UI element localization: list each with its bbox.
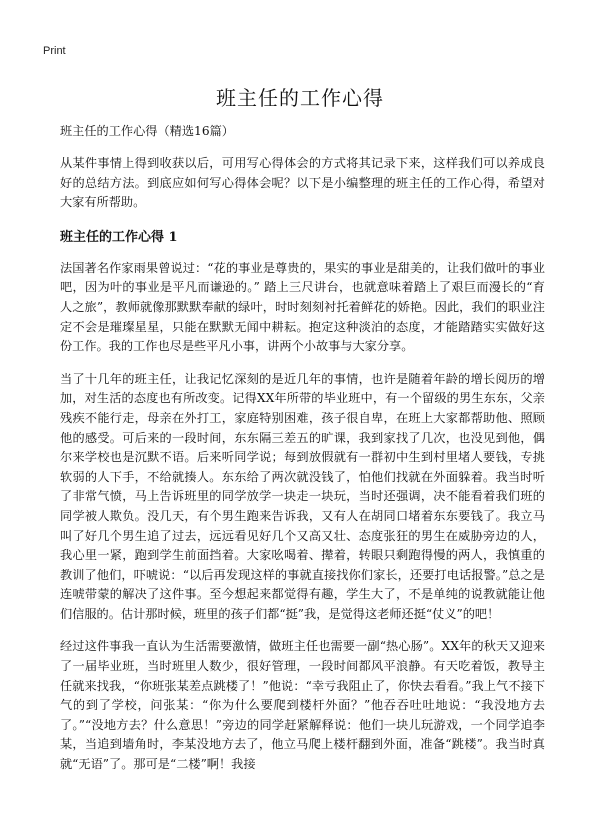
- section-heading: 班主任的工作心得 1: [60, 229, 178, 245]
- body-paragraph: 当了十几年的班主任，让我记忆深刻的是近几年的事情，也许是随着年龄的增长阅历的增加，对生活的态度也有所改变。记得XX年所带的毕业班中，有一个留级的男生东东，父亲残疾不能行走，母亲在外打工，家庭特别困难，孩子很自卑，在班上大家都帮助他、照顾他的感受。可后来的一段时间，东东隔三差五的旷课，我到家找了几次，也没见到他，偶尔来学校也是沉默不语。后来听同学说；每到放假就有一群初中生到村里堵人要钱，专挑软弱的人下手，不给就揍人。东东给了两次就没钱了，怕他们找就在外面躲着。我当时听了非常气愤，马上告诉班里的同学放学一块走一块玩，当时还强调，决不能看着我们班的同学被人欺负。没几天，有个男生跑来告诉我，又有人在胡同口堵着东东要钱了。我立马叫了好几个男生追了过去，远远看见好几个又高又壮、态度张狂的男生在威胁旁边的人，我心里一紧，跑到学生前面挡着。大家吆喝着、撵着，转眼只剩跑得慢的两人，我慎重的教训了他们，吓唬说：“以后再发现这样的事就直接找你们家长，还要打电话报警。”总之是连唬带蒙的解决了这件事。至今想起来都觉得有趣，学生大了，不是单纯的说教就能让他们信服的。估计那时候，班里的孩子们都“挺”我，是觉得这老师还挺“仗义”的吧！: [60, 371, 545, 621]
- article-subtitle: 班主任的工作心得（精选16篇）: [60, 124, 234, 138]
- intro-paragraph: 从某件事情上得到收获以后，可用写心得体会的方式将其记录下来，这样我们可以养成良好的总结方法。到底应如何写心得体会呢？以下是小编整理的班主任的工作心得，希望对大家有所帮助。: [60, 156, 545, 210]
- print-link[interactable]: Print: [43, 45, 66, 57]
- page-title: 班主任的工作心得: [216, 86, 384, 110]
- article-body: [60, 122, 545, 788]
- body-paragraph: 经过这件事我一直认为生活需要激情，做班主任也需要一副“热心肠”。XX年的秋天又迎来了一届毕业班，当时班里人数少，很好管理，一段时间都风平浪静。有天吃着饭，教导主任就来找我，“你班张某差点跳楼了！”他说：“幸亏我阻止了，你快去看看。”我上气不接下气的到了学校，问张某：“你为什么要爬到楼杆外面？”他吞吞吐吐地说：“我没地方去了。”“没地方去？什么意思！”旁边的同学赶紧解释说：他们一块儿玩游戏，一个同学追李某，当追到墙角时，李某没地方去了，他立马爬上楼杆翻到外面，准备“跳楼”。我当时真就“无语”了。那可是“二楼”啊！我接: [60, 639, 545, 772]
- body-paragraph: 法国著名作家雨果曾说过：“花的事业是尊贵的，果实的事业是甜美的，让我们做叶的事业吧，因为叶的事业是平凡而谦逊的。” 踏上三尺讲台，也就意味着踏上了艰巨而漫长的“育人之旅”，教师就像那默默奉献的绿叶，时时刻刻衬托着鲜花的娇艳。因此，我们的职业注定不会是璀璨星星，只能在默默无闻中耕耘。抱定这种淡泊的态度，才能踏踏实实做好这份工作。我的工作也尽是些平凡小事，讲两个小故事与大家分享。: [60, 260, 545, 354]
